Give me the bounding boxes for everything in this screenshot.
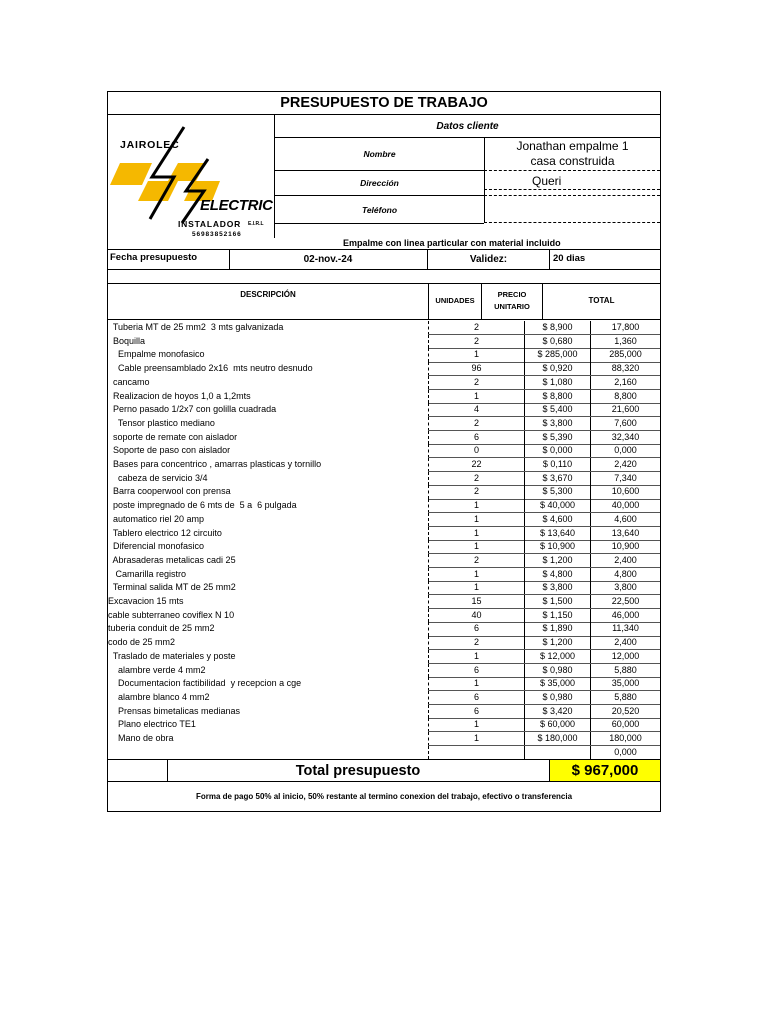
item-description: Prensas bimetalicas medianas xyxy=(108,705,241,716)
item-total: 4,800 xyxy=(614,568,637,579)
item-units: 1 xyxy=(473,719,479,730)
item-unit-price: $ 3,800 xyxy=(542,417,573,428)
logo-name-bottom: ELECTRIC xyxy=(200,197,273,214)
table-row xyxy=(108,458,660,472)
item-unit-price: $ 3,800 xyxy=(542,582,573,593)
client-address-value: Queri xyxy=(532,174,562,188)
item-total: 21,600 xyxy=(611,404,640,415)
item-description: Soporte de paso con aislador xyxy=(108,445,231,456)
table-row xyxy=(108,718,660,732)
item-total: 35,000 xyxy=(611,678,640,689)
client-section-label: Datos cliente xyxy=(436,120,499,132)
item-unit-price: $ 1,150 xyxy=(542,609,573,620)
validity-value: 20 dias xyxy=(553,253,586,264)
item-units: 40 xyxy=(471,609,482,620)
quote-sheet xyxy=(107,91,661,812)
item-unit-price: $ 0,000 xyxy=(542,445,573,456)
item-description: Tuberia MT de 25 mm2 3 mts galvanizada xyxy=(108,322,284,332)
date-value: 02-nov.-24 xyxy=(303,254,353,265)
validity-label: Validez: xyxy=(469,254,508,265)
items-table xyxy=(108,321,660,761)
table-row xyxy=(108,664,660,678)
item-total: 20,520 xyxy=(611,705,640,716)
item-units: 1 xyxy=(473,733,479,743)
logo-phone: 56983852166 xyxy=(192,231,242,238)
item-units: 15 xyxy=(471,596,482,606)
item-total: 11,340 xyxy=(612,623,639,634)
item-total: 1,360 xyxy=(614,335,637,346)
item-total: 2,400 xyxy=(614,554,637,565)
item-description: alambre blanco 4 mm2 xyxy=(108,691,210,702)
col-unit-price: PRECIO UNITARIO xyxy=(494,289,530,311)
item-units: 6 xyxy=(473,691,479,702)
client-address-label: Dirección xyxy=(360,178,399,188)
table-row xyxy=(108,431,660,445)
item-units: 0 xyxy=(473,445,479,456)
item-units: 6 xyxy=(473,623,479,634)
item-unit-price: $ 5,400 xyxy=(542,404,573,415)
item-description: Perno pasado 1/2x7 con golilla cuadrada xyxy=(108,404,277,415)
table-row xyxy=(108,636,660,650)
item-units: 2 xyxy=(473,472,479,483)
item-total: 88,320 xyxy=(611,363,640,374)
total-label: Total presupuesto xyxy=(295,762,421,779)
item-units: 1 xyxy=(473,500,479,511)
item-description: Cable preensamblado 2x16 mts neutro desnudo xyxy=(108,363,313,374)
item-total: 40,000 xyxy=(611,500,640,511)
item-units: 1 xyxy=(473,390,479,401)
item-description: tuberia conduit de 25 mm2 xyxy=(108,623,215,634)
item-description: Realizacion de hoyos 1,0 a 1,2mts xyxy=(108,390,251,401)
item-description: Boquilla xyxy=(108,335,146,346)
item-units: 1 xyxy=(473,527,479,538)
table-row xyxy=(108,335,660,349)
item-total: 22,500 xyxy=(611,596,640,606)
item-units: 6 xyxy=(473,664,479,675)
date-label: Fecha presupuesto xyxy=(110,252,198,263)
item-description: Tablero electrico 12 circuito xyxy=(108,527,222,538)
item-unit-price: $ 8,900 xyxy=(542,322,573,332)
client-name-value: Jonathan empalme 1 casa construida xyxy=(516,139,629,168)
item-description: Mano de obra xyxy=(108,733,174,743)
item-description: Traslado de materiales y poste xyxy=(108,650,236,661)
item-description: alambre verde 4 mm2 xyxy=(108,664,206,675)
table-row xyxy=(108,417,660,431)
table-row xyxy=(108,595,660,609)
col-total: TOTAL xyxy=(588,296,615,305)
item-description: cancamo xyxy=(108,376,150,387)
item-total: 13,640 xyxy=(611,527,640,538)
item-units: 2 xyxy=(473,376,479,387)
item-total: 5,880 xyxy=(614,664,637,675)
item-total: 7,600 xyxy=(614,417,637,428)
table-row xyxy=(108,403,660,417)
item-unit-price: $ 1,080 xyxy=(542,376,573,387)
item-total: 5,880 xyxy=(614,691,637,702)
item-total: 10,900 xyxy=(611,541,640,552)
item-unit-price: $ 3,670 xyxy=(542,472,573,483)
client-phone-label: Teléfono xyxy=(361,204,398,215)
item-unit-price: $ 60,000 xyxy=(539,719,576,730)
item-units: 1 xyxy=(473,513,479,524)
table-row xyxy=(108,376,660,390)
table-row xyxy=(108,581,660,595)
item-unit-price: $ 3,420 xyxy=(542,705,573,716)
item-units: 6 xyxy=(473,705,479,716)
item-units: 2 xyxy=(473,554,479,565)
item-units: 4 xyxy=(473,404,479,415)
item-total: 4,600 xyxy=(614,513,637,524)
table-row xyxy=(108,472,660,486)
item-units: 1 xyxy=(473,568,479,579)
item-total: 32,340 xyxy=(611,431,640,442)
item-units: 2 xyxy=(473,322,479,332)
item-units: 1 xyxy=(473,349,479,360)
item-total: 12,000 xyxy=(611,650,640,661)
table-row xyxy=(108,321,660,335)
item-description: Excavacion 15 mts xyxy=(108,596,184,606)
item-unit-price: $ 5,300 xyxy=(542,486,573,497)
item-total: 3,800 xyxy=(614,582,637,593)
item-units: 1 xyxy=(473,678,479,689)
item-description: Bases para concentrico , amarras plasticas y tornillo xyxy=(108,459,322,469)
table-row xyxy=(108,540,660,554)
item-description: Tensor plastico mediano xyxy=(108,417,215,428)
item-total: 180,000 xyxy=(609,733,642,743)
table-row xyxy=(108,732,660,746)
item-unit-price: $ 35,000 xyxy=(539,678,576,689)
table-row xyxy=(108,609,660,623)
item-unit-price: $ 0,110 xyxy=(542,459,573,469)
payment-terms: Forma de pago 50% al inicio, 50% restante al termino conexion del trabajo, efectivo o transferencia xyxy=(195,792,573,801)
table-row xyxy=(108,691,660,705)
col-description: DESCRIPCIÓN xyxy=(240,290,296,299)
item-description: Terminal salida MT de 25 mm2 xyxy=(108,582,236,593)
item-units: 1 xyxy=(473,582,479,593)
item-units: 2 xyxy=(473,417,479,428)
company-logo xyxy=(108,115,274,240)
item-unit-price: $ 0,980 xyxy=(542,691,573,702)
quote-subject: Empalme con linea particular con material incluido xyxy=(343,238,561,248)
item-units: 6 xyxy=(473,431,479,442)
item-description: soporte de remate con aislador xyxy=(108,431,238,442)
table-row xyxy=(108,705,660,719)
item-units: 1 xyxy=(473,650,479,661)
item-unit-price: $ 0,920 xyxy=(542,363,573,374)
item-unit-price: $ 4,800 xyxy=(542,568,573,579)
item-description: Plano electrico TE1 xyxy=(108,719,196,730)
table-row xyxy=(108,554,660,568)
table-row xyxy=(108,444,660,458)
table-row xyxy=(108,568,660,582)
item-description: Camarilla registro xyxy=(108,568,187,579)
table-row xyxy=(108,650,660,664)
client-name-label: Nombre xyxy=(363,149,396,159)
total-value: $ 967,000 xyxy=(550,760,660,781)
item-unit-price: $ 1,500 xyxy=(542,596,573,606)
table-row xyxy=(108,513,660,527)
item-total: 10,600 xyxy=(611,486,640,497)
item-total: 7,340 xyxy=(614,472,637,483)
item-units: 1 xyxy=(473,541,479,552)
item-description: codo de 25 mm2 xyxy=(108,637,176,648)
item-description: cabeza de servicio 3/4 xyxy=(108,472,208,483)
item-unit-price: $ 12,000 xyxy=(539,650,576,661)
item-units: 22 xyxy=(471,459,482,469)
document-title: PRESUPUESTO DE TRABAJO xyxy=(280,95,488,111)
table-row xyxy=(108,348,660,362)
item-description: Diferencial monofasico xyxy=(108,541,205,552)
item-total: 2,400 xyxy=(614,637,637,648)
table-row xyxy=(108,390,660,404)
item-unit-price: $ 285,000 xyxy=(537,349,578,360)
logo-suffix: E.I.R.L xyxy=(248,221,264,227)
item-units: 2 xyxy=(473,335,479,346)
item-description: automatico riel 20 amp xyxy=(108,513,205,524)
item-total: 2,420 xyxy=(614,459,637,469)
item-description: Empalme monofasico xyxy=(108,349,205,360)
item-total: 8,800 xyxy=(614,390,637,401)
item-description: poste impregnado de 6 mts de 5 a 6 pulgada xyxy=(108,500,297,511)
table-row xyxy=(108,499,660,513)
table-row xyxy=(108,746,660,760)
item-unit-price: $ 1,200 xyxy=(542,637,573,648)
table-row xyxy=(108,622,660,636)
item-unit-price: $ 10,900 xyxy=(539,541,576,552)
logo-name-top: JAIROLEC xyxy=(120,139,180,151)
item-total: 17,800 xyxy=(611,322,640,332)
table-row xyxy=(108,677,660,691)
item-unit-price: $ 13,640 xyxy=(539,527,576,538)
item-unit-price: $ 40,000 xyxy=(539,500,576,511)
item-description: Abrasaderas metalicas cadi 25 xyxy=(108,554,236,565)
item-description: Barra cooperwool con prensa xyxy=(108,486,231,497)
item-unit-price: $ 0,980 xyxy=(542,664,573,675)
item-description: Documentacion factibilidad y recepcion a cge xyxy=(108,678,302,689)
item-total: 2,160 xyxy=(614,376,637,387)
item-units: 2 xyxy=(473,486,479,497)
item-unit-price: $ 5,390 xyxy=(542,431,573,442)
item-total: 285,000 xyxy=(609,349,642,360)
item-unit-price: $ 1,890 xyxy=(542,623,573,634)
item-unit-price: $ 1,200 xyxy=(542,554,573,565)
client-phone-value xyxy=(485,196,660,223)
item-total: 60,000 xyxy=(611,719,640,730)
item-unit-price: $ 0,680 xyxy=(542,335,573,346)
table-row xyxy=(108,485,660,499)
item-total: 0,000 xyxy=(614,746,637,757)
logo-sub: INSTALADOR xyxy=(178,219,242,229)
item-total: 46,000 xyxy=(611,609,640,620)
item-units: 96 xyxy=(471,363,482,374)
item-total: 0,000 xyxy=(614,445,637,456)
table-row xyxy=(108,527,660,541)
table-row xyxy=(108,362,660,376)
item-units: 2 xyxy=(473,637,479,648)
col-units: UNIDADES xyxy=(435,296,475,305)
item-description: cable subterraneo coviflex N 10 xyxy=(108,609,235,620)
item-unit-price: $ 180,000 xyxy=(537,733,578,743)
item-unit-price: $ 8,800 xyxy=(542,390,573,401)
item-unit-price: $ 4,600 xyxy=(542,513,573,524)
